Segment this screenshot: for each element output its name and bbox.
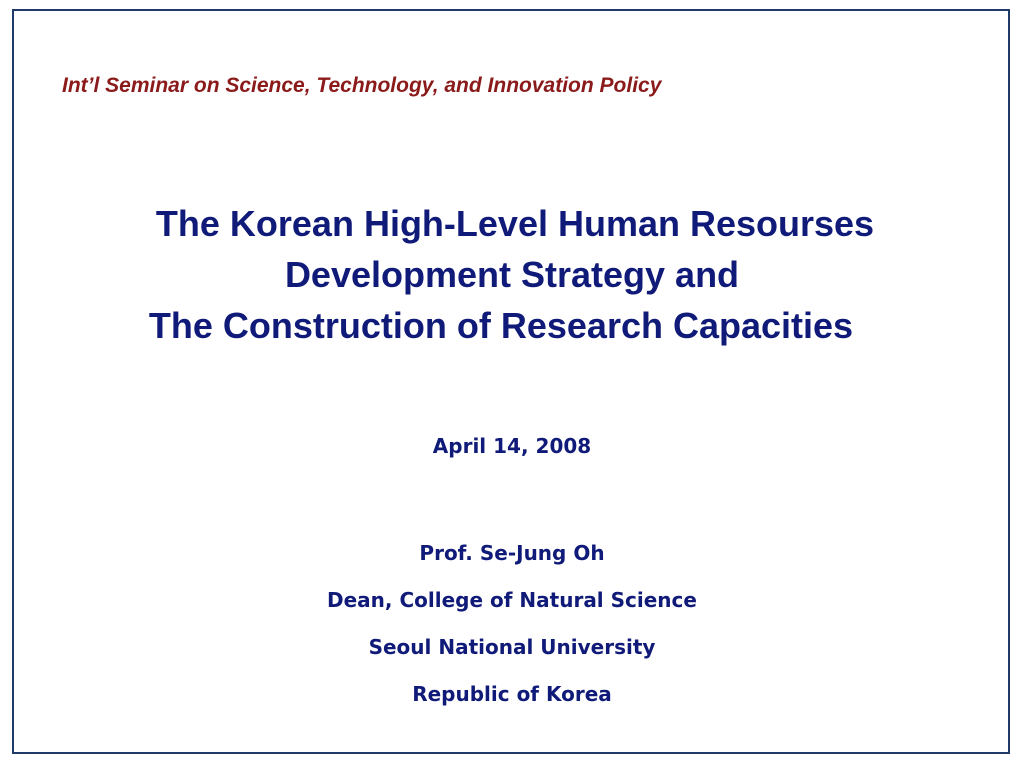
author-info [0,530,1024,718]
title-line-1: The Korean High-Level Human Resourses [155,203,875,244]
seminar-heading: Int’l Seminar on Science, Technology, and Innovation Policy [62,74,662,97]
author-country: Republic of Korea [412,682,612,706]
author-university: Seoul National University [368,635,656,659]
author-position: Dean, College of Natural Science [327,588,697,612]
author-name: Prof. Se-Jung Oh [419,541,605,565]
title-line-3: The Construction of Research Capacities [148,305,854,346]
presentation-title [0,198,1024,351]
title-line-2: Development Strategy and [284,254,740,295]
presentation-date: April 14, 2008 [432,434,592,458]
